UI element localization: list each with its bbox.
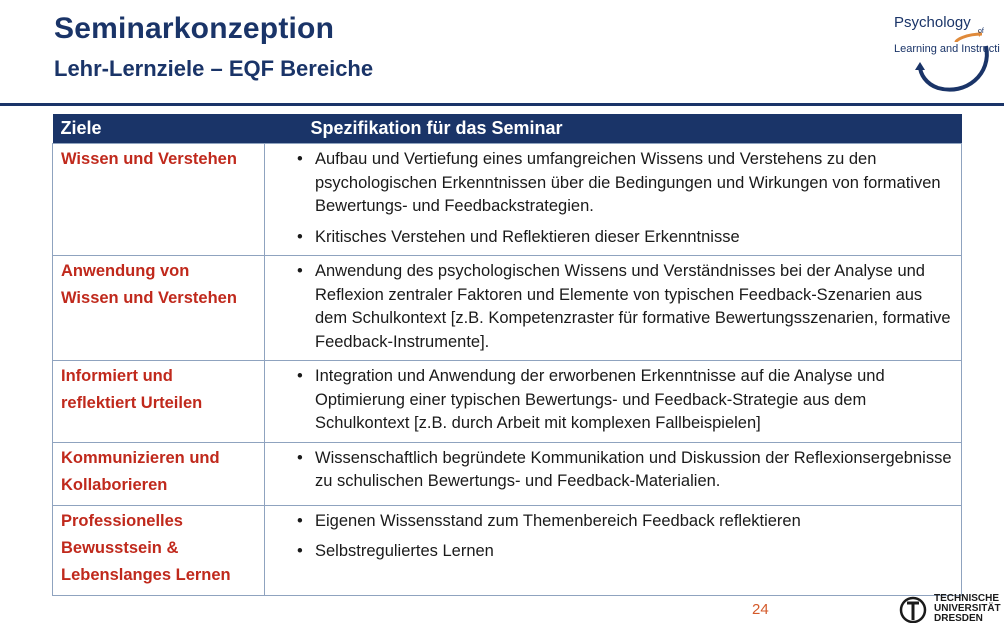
psychology-logo	[886, 4, 1004, 100]
university-name-line: TECHNISCHE	[934, 593, 1000, 604]
goal-line: Kollaborieren	[61, 475, 168, 494]
spec-cell	[265, 256, 962, 361]
goal-line: Bewusstsein &	[61, 538, 179, 557]
list-item: • Eigenen Wissensstand zum Themenbereich Feedback reflektieren	[295, 510, 953, 534]
list-item: • Aufbau und Vertiefung eines umfangreichen Wissens und Verstehens zu den psychologischen Erkenntnissen über die Bedingungen und Wirkungen von formativen Bewertungs- und Feedbackstrategien.	[295, 148, 953, 219]
goal-cell	[53, 442, 265, 505]
goal-line: Anwendung von	[61, 262, 190, 280]
goal-line: Wissen und Verstehen	[61, 289, 237, 307]
goal-line: Informiert und	[61, 367, 173, 385]
list-item: • Integration und Anwendung der erworbenen Erkenntnisse auf die Analyse und Optimierung einer typischen Bewertungs- und Feedback-Strategie aus dem Schulkontext [z.B. durch Arbeit mit komplexen Fallbeispielen]	[295, 365, 953, 436]
page-number: 24	[752, 601, 769, 618]
header-specification: Spezifikation für das Seminar	[265, 114, 962, 144]
goal-line: Kommunizieren und	[61, 448, 220, 467]
goals-table	[52, 114, 962, 596]
spec-cell	[265, 442, 962, 505]
spec-cell	[265, 144, 962, 256]
spec-cell	[265, 505, 962, 595]
header-divider	[0, 103, 1004, 106]
table-row	[53, 144, 962, 256]
logo-text-learning: Learning and Instructi	[894, 43, 1000, 55]
table-row	[53, 442, 962, 505]
list-item: • Wissenschaftlich begründete Kommunikation und Diskussion der Reflexionsergebnisse zu schulischen Bewertungs- und Feedback-Materialien.	[295, 447, 953, 494]
tu-dresden-logo	[898, 594, 1004, 623]
table-row	[53, 505, 962, 595]
table-header-row	[53, 114, 962, 144]
logo-text-psychology: Psychology	[894, 14, 971, 31]
slide-title: Seminarkonzeption	[54, 12, 335, 45]
goal-cell	[53, 144, 265, 256]
goal-cell	[53, 256, 265, 361]
goal-cell	[53, 361, 265, 443]
slide-subtitle: Lehr-Lernziele – EQF Bereiche	[54, 56, 374, 81]
logo-text-of: of	[978, 28, 984, 35]
table-row	[53, 361, 962, 443]
university-name-line: UNIVERSITÄT	[934, 603, 1001, 614]
goal-cell	[53, 505, 265, 595]
goal-line: Professionelles	[61, 511, 183, 530]
goal-line: reflektiert Urteilen	[61, 394, 203, 412]
goal-line: Lebenslanges Lernen	[61, 565, 231, 584]
spec-cell	[265, 361, 962, 443]
goal-line: Wissen und Verstehen	[61, 150, 237, 168]
list-item: • Kritisches Verstehen und Reflektieren dieser Erkenntnisse	[295, 226, 953, 250]
header-goals: Ziele	[53, 114, 265, 144]
list-item: • Anwendung des psychologischen Wissens und Verständnisses bei der Analyse und Reflexion zentraler Faktoren und Elemente von typischen Feedback-Szenarien aus dem Schulkontext [z.B. Kompetenzraster für formative Bewertungsszenarien, formative Feedback-Instrumente].	[295, 260, 953, 354]
list-item: • Selbstreguliertes Lernen	[295, 540, 953, 564]
tu-dresden-emblem-icon	[898, 594, 930, 623]
table-row	[53, 256, 962, 361]
university-name-line: DRESDEN	[934, 613, 983, 624]
